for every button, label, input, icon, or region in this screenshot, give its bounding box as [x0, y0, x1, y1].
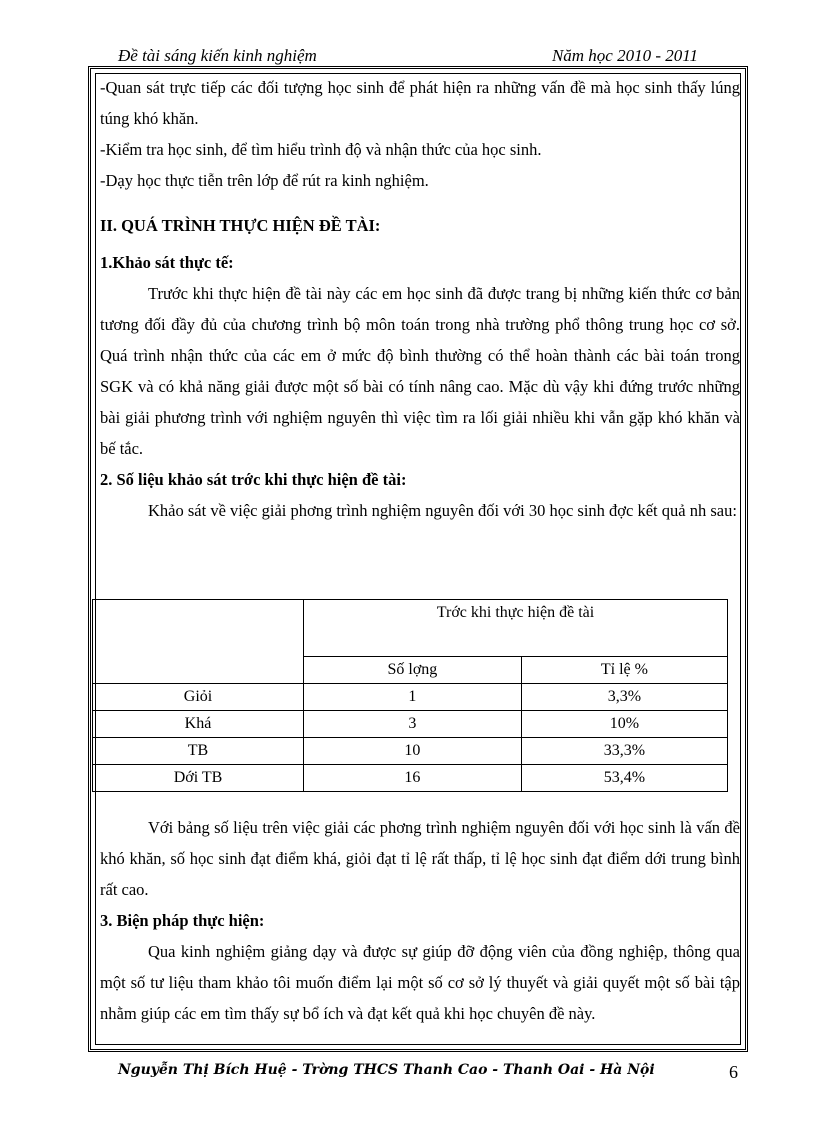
table-row — [93, 738, 728, 765]
row-count: 10 — [304, 738, 522, 765]
subsection-3-title: 3. Biện pháp thực hiện: — [100, 911, 265, 930]
page-number: 6 — [729, 1062, 738, 1082]
survey-table — [92, 599, 728, 792]
row-label: Giỏi — [93, 684, 304, 711]
table-header-count: Số lợng — [304, 657, 522, 684]
row-percent: 53,4% — [521, 765, 727, 792]
table-row — [93, 684, 728, 711]
subsection-2-body: Khảo sát về việc giải phơng trình nghiệm nguyên đối với 30 học sinh đợc kết quả nh sau: — [148, 501, 737, 520]
main-content — [100, 72, 740, 526]
table-row — [93, 765, 728, 792]
intro-line: -Kiểm tra học sinh, để tìm hiểu trình độ và nhận thức của học sinh. — [100, 140, 542, 159]
row-label: Dới TB — [93, 765, 304, 792]
subsection-2-title: 2. Số liệu khảo sát trớc khi thực hiện đề tài: — [100, 470, 407, 489]
subsection-1-body: Trước khi thực hiện đề tài này các em học sinh đã được trang bị những kiến thức cơ bản tương đối đầy đủ của chương trình bộ môn toán trong nhà trường phổ thông trung học cơ sở. Quá trình nhận thức của các em ở mức độ bình thường có thể hoàn thành các bài toán trong SGK và có khả năng giải được một số bài có tính nâng cao. Mặc dù vậy khi đứng trước những bài giải phương trình với nghiệm nguyên thì việc tìm ra lối giải nhiều khi vẫn gặp khó khăn và bế tắc. — [100, 284, 740, 458]
post-table-content — [100, 812, 740, 1029]
row-count: 16 — [304, 765, 522, 792]
table-row — [93, 711, 728, 738]
table-group-header: Trớc khi thực hiện đề tài — [304, 600, 728, 657]
row-count: 1 — [304, 684, 522, 711]
page-header — [118, 44, 698, 67]
table-analysis: Với bảng số liệu trên việc giải các phơng trình nghiệm nguyên đối với học sinh là vấn đề khó khăn, số học sinh đạt điểm khá, giỏi đạt tỉ lệ rất thấp, tỉ lệ học sinh đạt điểm dới trung bình rất cao. — [100, 818, 740, 899]
subsection-1-title: 1.Khảo sát thực tế: — [100, 253, 234, 272]
row-percent: 33,3% — [521, 738, 727, 765]
table-corner-cell — [93, 600, 304, 684]
intro-line: -Dạy học thực tiễn trên lớp để rút ra kinh nghiệm. — [100, 171, 429, 190]
header-title: Đề tài sáng kiến kinh nghiệm — [118, 46, 317, 65]
row-label: TB — [93, 738, 304, 765]
row-percent: 3,3% — [521, 684, 727, 711]
subsection-3-body: Qua kinh nghiệm giảng dạy và được sự giúp đỡ động viên của đồng nghiệp, thông qua một số tư liệu tham khảo tôi muốn điểm lại một số cơ sở lý thuyết và giải quyết một số bài tập nhằm giúp các em tìm thấy sự bổ ích và đạt kết quả khi học chuyên đề này. — [100, 942, 740, 1023]
section-title: II. QUÁ TRÌNH THỰC HIỆN ĐỀ TÀI: — [100, 216, 381, 235]
row-percent: 10% — [521, 711, 727, 738]
footer-author: Nguyễn Thị Bích Huệ - Trờng THCS Thanh Cao - Thanh Oai - Hà Nội — [118, 1062, 655, 1078]
row-label: Khá — [93, 711, 304, 738]
table-header-percent: Tỉ lệ % — [521, 657, 727, 684]
header-school-year: Năm học 2010 - 2011 — [551, 46, 698, 65]
intro-line: -Quan sát trực tiếp các đối tượng học sinh để phát hiện ra những vấn đề mà học sinh thấy lúng túng khó khăn. — [100, 78, 740, 128]
page-footer — [118, 1062, 748, 1086]
row-count: 3 — [304, 711, 522, 738]
